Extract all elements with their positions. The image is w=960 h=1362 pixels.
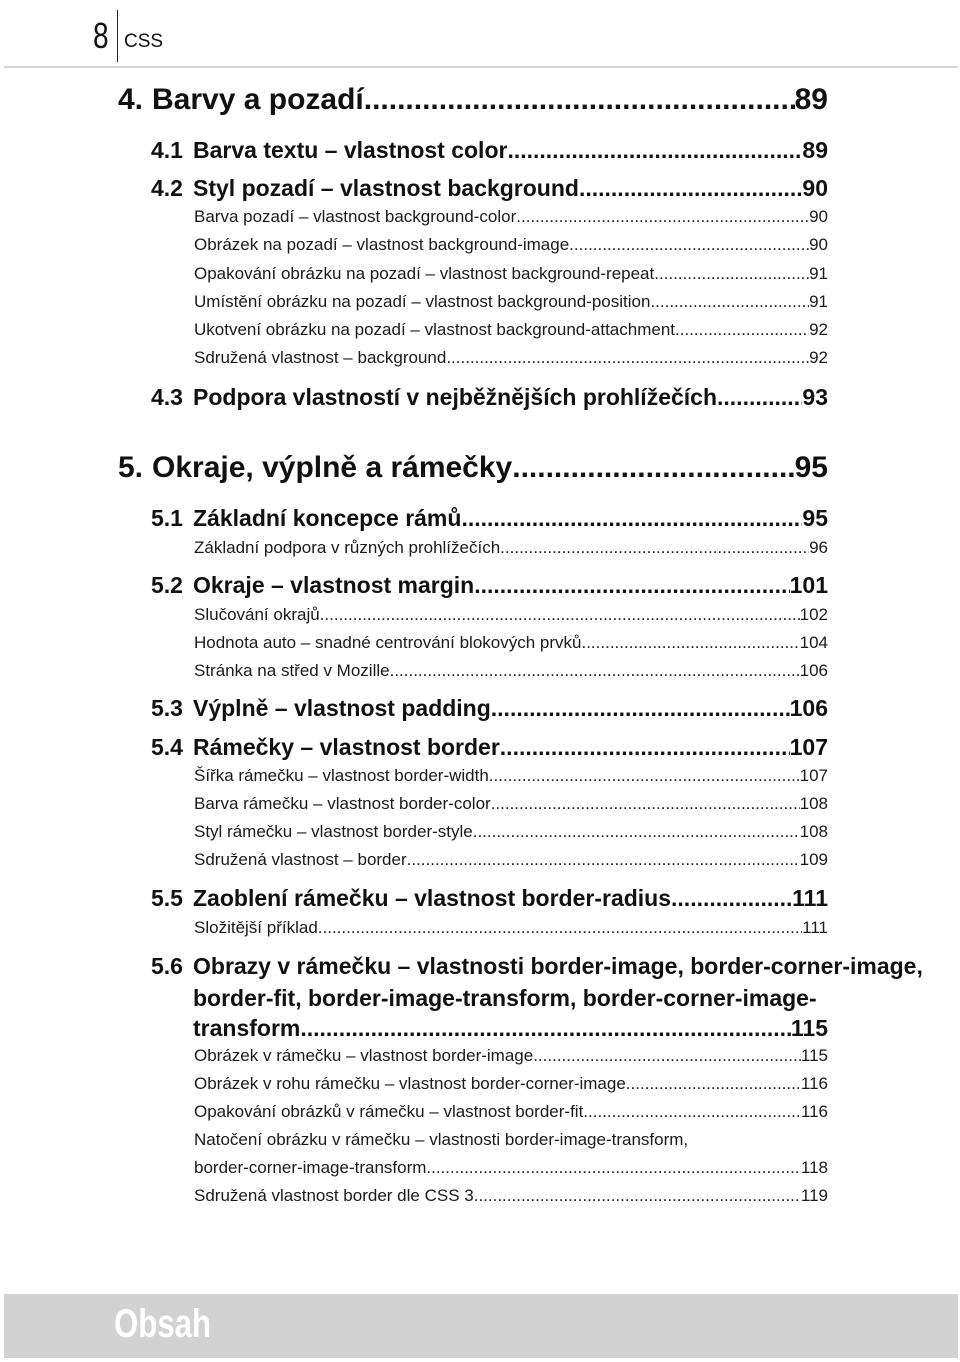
section-title: Rámečky – vlastnost border [193,734,500,760]
header-divider [117,10,118,62]
dot-leader [650,291,809,313]
item-title: Opakování obrázků v rámečku – vlastnost border-fit [194,1102,584,1121]
page-ref: 90 [809,235,828,254]
toc-item[interactable] [194,319,828,341]
item-title: Barva pozadí – vlastnost background-color [194,207,517,226]
dot-leader [654,263,809,285]
section-number: 4.2 [151,175,183,201]
toc-section-4-1[interactable] [151,136,828,164]
section-number: 5.2 [151,572,183,598]
toc-item[interactable] [194,291,828,313]
toc-item[interactable] [194,1185,828,1207]
chapter-title: Okraje, výplně a rámečky [152,451,513,484]
toc-section-5-2[interactable] [151,571,828,599]
page-ref: 107 [789,734,828,760]
section-number: 5.4 [151,734,183,760]
page-ref: 109 [799,850,828,869]
page-ref: 96 [809,538,828,557]
section-number: 5.3 [151,695,183,721]
item-title: Sdružená vlastnost – background [194,348,447,367]
toc-item-line2[interactable] [194,1157,828,1179]
toc-section-4-3[interactable] [151,383,828,411]
page-ref: 119 [800,1186,828,1205]
section-title: Zaoblení rámečku – vlastnost border-radius [193,885,672,911]
section-number: 5.1 [151,505,183,531]
page-number: 8 [93,15,109,56]
toc-item-line1[interactable] [194,1129,688,1151]
page-header [0,0,960,68]
page-ref: 89 [802,137,828,163]
dot-leader [446,347,809,369]
item-title: Styl rámečku – vlastnost border-style [194,822,473,841]
item-title: Hodnota auto – snadné centrování blokových prvků [194,633,582,652]
item-title: Základní podpora v různých prohlížečích [194,538,501,557]
book-label: CSS [124,31,164,52]
dot-leader [320,604,800,626]
toc-item[interactable] [194,849,828,871]
item-title: Sdružená vlastnost border dle CSS 3 [194,1186,474,1205]
item-title: Umístění obrázku na pozadí – vlastnost background-position [194,292,651,311]
dot-leader [491,694,790,722]
dot-leader [500,733,790,761]
dot-leader [491,793,800,815]
dot-leader [512,450,794,486]
item-title-line1: Natočení obrázku v rámečku – vlastnosti border-image-transform, [194,1130,689,1149]
dot-leader [516,206,809,228]
page-ref: 101 [789,572,828,598]
item-title: Složitější příklad [194,918,318,937]
section-title-line1: Obrazy v rámečku – vlastnosti border-image, border-corner-image, [193,953,923,979]
page-ref: 91 [809,264,828,283]
page-ref: 111 [802,918,828,937]
page-ref: 115 [800,1046,828,1065]
page-ref: 95 [794,451,828,484]
dot-leader [474,1185,801,1207]
toc-section-5-1[interactable] [151,504,828,532]
toc-section-5-6-line1[interactable] [151,952,923,980]
toc-chapter-5[interactable] [118,450,828,486]
toc-section-5-5[interactable] [151,884,828,912]
dot-leader [407,849,800,871]
section-title: Základní koncepce rámů [193,505,462,531]
page-ref: 106 [799,661,828,680]
item-title: Obrázek v rámečku – vlastnost border-image [194,1046,534,1065]
section-number: 5.5 [151,885,183,911]
page-ref: 107 [799,766,828,785]
page-ref: 104 [799,633,828,652]
dot-leader [583,1101,801,1123]
dot-leader [533,1045,801,1067]
page-ref: 90 [802,175,828,201]
chapter-number: 5. [118,451,144,484]
dot-leader [579,174,802,202]
page-ref: 91 [809,292,828,311]
toc-section-5-3[interactable] [151,694,828,722]
page-ref: 92 [809,348,828,367]
page-ref: 106 [789,695,828,721]
item-title-line2: border-corner-image-transform [194,1158,427,1177]
dot-leader [390,660,800,682]
item-title: Šířka rámečku – vlastnost border-width [194,766,489,785]
page-ref: 108 [799,822,828,841]
item-title: Barva rámečku – vlastnost border-color [194,794,491,813]
toc-item[interactable] [194,263,828,285]
section-title-line3: transform [193,1015,301,1041]
section-number: 4.3 [151,384,183,410]
toc-item[interactable] [194,660,828,682]
chapter-title: Barvy a pozadí [152,83,364,116]
section-title: Barva textu – vlastnost color [193,137,508,163]
section-title: Výplně – vlastnost padding [193,695,491,721]
dot-leader [507,136,802,164]
dot-leader [318,917,802,939]
page-ref: 115 [790,1015,828,1041]
item-title: Obrázek v rohu rámečku – vlastnost border-corner-image [194,1074,626,1093]
dot-leader [581,632,799,654]
toc-item[interactable] [194,206,828,228]
toc-item[interactable] [194,765,828,787]
dot-leader [626,1073,801,1095]
dot-leader [364,82,795,118]
section-number: 5.6 [151,953,183,979]
section-title-line2: border-fit, border-image-transform, border-corner-image- [193,985,817,1011]
dot-leader [461,504,802,532]
page-ref: 108 [799,794,828,813]
footer-title: Obsah [114,1302,212,1346]
dot-leader [426,1157,800,1179]
toc-section-4-2[interactable] [151,174,828,202]
item-title: Stránka na střed v Mozille [194,661,390,680]
toc-item[interactable] [194,1073,828,1095]
dot-leader [569,234,809,256]
page-ref: 116 [800,1102,828,1121]
section-number: 4.1 [151,137,183,163]
item-title: Ukotvení obrázku na pozadí – vlastnost background-attachment [194,320,676,339]
dot-leader [671,884,792,912]
toc-item[interactable] [194,604,828,626]
item-title: Opakování obrázku na pozadí – vlastnost background-repeat [194,264,655,283]
page-ref: 92 [809,320,828,339]
item-title: Slučování okrajů [194,605,320,624]
dot-leader [717,383,802,411]
toc-section-5-6-line2[interactable] [193,984,817,1012]
toc-item[interactable] [194,821,828,843]
section-title: Podpora vlastností v nejběžnějších prohlížečích [193,384,718,410]
toc-item[interactable] [194,632,828,654]
toc-item[interactable] [194,537,828,559]
dot-leader [489,765,800,787]
page-ref: 102 [799,605,828,624]
toc-item[interactable] [194,1045,828,1067]
toc-item[interactable] [194,793,828,815]
dot-leader [473,821,800,843]
dot-leader [675,319,809,341]
item-title: Obrázek na pozadí – vlastnost background-image [194,235,570,254]
toc-item[interactable] [194,917,828,939]
toc-section-5-4[interactable] [151,733,828,761]
toc-section-5-6-line3[interactable] [193,1014,828,1042]
section-title: Okraje – vlastnost margin [193,572,475,598]
page-ref: 95 [802,505,828,531]
page-ref: 90 [809,207,828,226]
item-title: Sdružená vlastnost – border [194,850,407,869]
dot-leader [500,537,809,559]
page-ref: 89 [794,83,828,116]
page-ref: 93 [802,384,828,410]
header-rule [4,66,958,68]
dot-leader [300,1014,791,1042]
page-ref: 111 [792,885,828,911]
toc-item[interactable] [194,347,828,369]
section-title: Styl pozadí – vlastnost background [193,175,579,201]
toc-item[interactable] [194,234,828,256]
toc-chapter-4[interactable] [118,82,828,118]
page-ref: 118 [800,1158,828,1177]
toc-item[interactable] [194,1101,828,1123]
chapter-number: 4. [118,83,144,116]
page-ref: 116 [800,1074,828,1093]
dot-leader [474,571,789,599]
